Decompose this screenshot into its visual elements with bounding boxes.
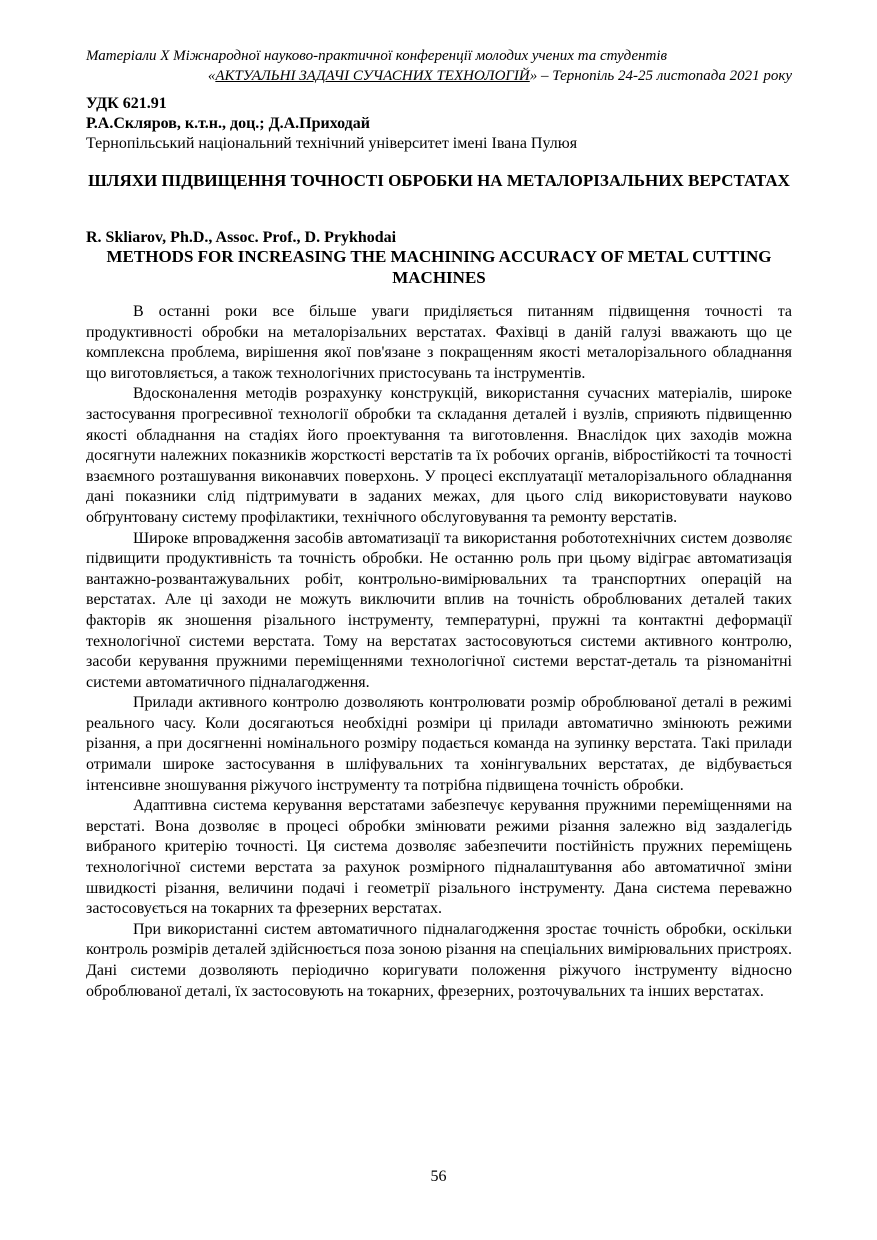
header-suffix: » – Тернопіль 24-25 листопада 2021 року bbox=[529, 68, 792, 84]
paragraph: Широке впровадження засобів автоматизації та використання робототехнічних систем дозволяє підвищити продуктивність та точність обробки. Не останню роль при цьому відіграє автоматизація вантажно-розвантажувальних робіт, контрольно-вимірювальних та транспортних операцій на верстатах. Але ці заходи не можуть виключити вплив на точність оброблюваних деталей таких факторів як зношення різального інструменту, температурні, пружні та контактні деформації технологічної системи верстата. Тому на верстатах застосовуються системи активного контролю, засоби керування пружними переміщеннями технологічної системи верстат-деталь та різноманітні системи автоматичного підналагодження. bbox=[86, 529, 792, 691]
paragraph: Адаптивна система керування верстатами забезпечує керування пружними переміщеннями на верстаті. Вона дозволяє в процесі обробки змінювати режими різання залежно від заздалегідь вибраного критерію точності. Ця система дозволяє забезпечити постійність пружних переміщень технологічної системи верстата за рахунок розмірного підналаштування або автоматичної зміни швидкості різання, величини подачі і геометрії різального інструменту. Дана система переважно застосовується на токарних та фрезерних верстатах. bbox=[86, 797, 792, 918]
page-number: 56 bbox=[430, 1168, 447, 1185]
conference-name: АКТУАЛЬНІ ЗАДАЧІ СУЧАСНИХ ТЕХНОЛОГІЙ bbox=[215, 68, 530, 84]
udk-code: УДК 621.91 bbox=[86, 95, 167, 112]
paragraph: В останні роки все більше уваги приділяється питанням підвищення точності та продуктивності обробки на металорізальних верстатах. Фахівці в даній галузі вважають що це комплексна проблема, вирішення якої пов'язане з покращенням якості металорізального обладнання що виготовляється, а також технологічних пристосувань та інструментів. bbox=[86, 303, 792, 382]
paragraph: Вдосконалення методів розрахунку конструкцій, використання сучасних матеріалів, широке застосування прогресивної технології обробки та складання деталей і вузлів, сприяють підвищенню якості обладнання на стадіях його проектування та виготовлення. Внаслідок цих заходів можна досягнути належних показників жорсткості верстатів та їх робочих органів, вібростійкості та точності взаємного розташування виконавчих поверхонь. У процесі експлуатації металорізального обладнання дані показники слід підтримувати в заданих межах, для цього слід використовувати науково обґрунтовану систему профілактики, технічного обслуговування та ремонту верстатів. bbox=[86, 385, 792, 526]
conference-header bbox=[86, 46, 792, 86]
paragraph: При використанні систем автоматичного підналагодження зростає точність обробки, оскільки контроль розмірів деталей здійснюється поза зоною різання на спеціальних вимірювальних пристроях. Дані системи дозволяють періодично коригувати положення ріжучого інструменту відносно оброблюваної деталі, їх застосовують на токарних, фрезерних, розточувальних та інших верстатах. bbox=[86, 920, 792, 1000]
paragraph: Прилади активного контролю дозволяють контролювати розмір оброблюваної деталі в режимі реального часу. Коли досягаються необхідні розміри ці прилади автоматично змінюють режими різання, а при досягненні номінального розміру подається команда на зупинку верстата. Такі прилади отримали широке застосування в шліфувальних та хонінгувальних верстатах, де відбувається інтенсивне зношування ріжучого інструменту та потрібна підвищена точність обробки. bbox=[86, 694, 792, 794]
authors-en: R. Skliarov, Ph.D., Assoc. Prof., D. Prykhodai bbox=[86, 229, 397, 246]
article-body bbox=[86, 302, 792, 1002]
header-line-2 bbox=[86, 66, 792, 86]
affiliation: Тернопільський національний технічний університет імені Івана Пулюя bbox=[86, 135, 578, 152]
header-prefix: « bbox=[207, 68, 216, 84]
authors-ua: Р.А.Скляров, к.т.н., доц.; Д.А.Приходай bbox=[86, 115, 370, 132]
header-line-1: Матеріали X Міжнародної науково-практичної конференції молодих учених та студентів bbox=[86, 48, 668, 64]
title-english: METHODS FOR INCREASING THE MACHINING ACCURACY OF METAL CUTTING MACHINES bbox=[106, 247, 772, 287]
article-meta bbox=[86, 94, 792, 154]
title-ukrainian: ШЛЯХИ ПІДВИЩЕННЯ ТОЧНОСТІ ОБРОБКИ НА МЕТАЛОРІЗАЛЬНИХ ВЕРСТАТАХ bbox=[88, 171, 790, 190]
